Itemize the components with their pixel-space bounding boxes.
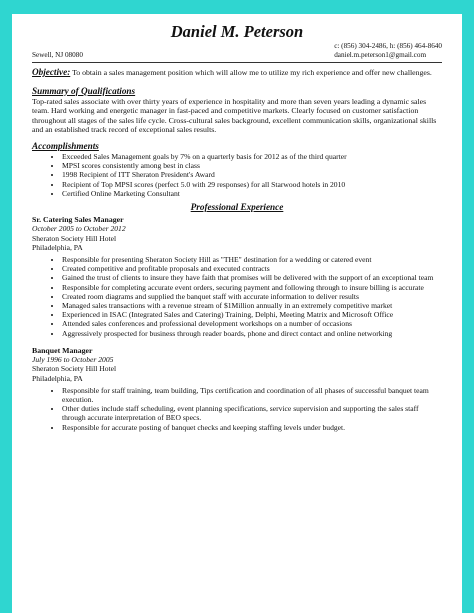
job-city: Philadelphia, PA (32, 373, 83, 383)
accomplishments-title: Accomplishments (32, 140, 99, 151)
job-title: Banquet Manager (32, 345, 93, 355)
list-item: • Recipient of Top MPSI scores (perfect 5.0 with 29 responses) for all Starwood hotels in 2010 (62, 180, 442, 189)
list-item: • Responsible for staff training, team building, Tips certification and coordination of all phases of successful banquet team execution. (62, 386, 442, 404)
list-item: • Certified Online Marketing Consultant (62, 189, 442, 198)
job-duties (32, 255, 442, 338)
list-item: • Created competitive and profitable proposals and executed contracts (62, 264, 442, 273)
list-item: • Exceeded Sales Management goals by 7% on a quarterly basis for 2012 as of the third quarter (62, 152, 442, 161)
contact-row (32, 42, 442, 60)
job-title: Sr. Catering Sales Manager (32, 214, 124, 224)
list-item: • Aggressively prospected for business through reader boards, phone and direct contact and online networking (62, 329, 442, 338)
list-item: • Responsible for completing accurate event orders, securing payment and following through to insure billing is accurate (62, 283, 442, 292)
job-dates: July 1996 to October 2005 (32, 355, 114, 365)
location: Sewell, NJ 08080 (32, 51, 83, 59)
phone-numbers: c: (856) 304-2486, h: (856) 464-8640 (334, 42, 442, 50)
contact-details (334, 42, 442, 60)
objective-label: Objective: (32, 67, 71, 77)
job-entry (32, 215, 442, 338)
objective-section (32, 68, 442, 78)
summary-text: Top-rated sales associate with over thirty years of experience in hospitality and more than seven years leading a dynamic sales team. Hard working and energetic manager in fast-paced and competitive markets. Clearly focused on customer satisfaction throughout all stages of the sales life cycle. Cross-cultural sales background, excellent communication skills, organizational skills and an established track record of exceptional sales results. (32, 96, 437, 135)
list-item: • Attended sales conferences and professional development workshops on a number of occasions (62, 319, 442, 328)
objective-text: To obtain a sales management position which will allow me to utilize my rich experience and offer new challenges. (70, 68, 432, 77)
job-city: Philadelphia, PA (32, 242, 83, 252)
summary-title: Summary of Qualifications (32, 85, 136, 96)
list-item: • Other duties include staff scheduling, event planning specifications, service supervision and supporting the sales staff through accurate interpretation of BEO specs. (62, 404, 442, 422)
resume-page (12, 14, 462, 613)
header-divider (32, 62, 442, 63)
list-item: • Responsible for accurate posting of banquet checks and keeping staffing levels under budget. (62, 423, 442, 432)
job-company: Sheraton Society Hill Hotel (32, 364, 117, 374)
email-address: daniel.m.peterson1@gmail.com (334, 51, 427, 59)
job-duties (32, 386, 442, 432)
accomplishments-list (32, 152, 442, 198)
list-item: • MPSI scores consistently among best in class (62, 161, 442, 170)
job-entry (32, 346, 442, 432)
job-dates: October 2005 to October 2012 (32, 224, 126, 234)
candidate-name: Daniel M. Peterson (170, 22, 304, 41)
list-item: • Created room diagrams and supplied the banquet staff with accurate information to deliver results (62, 292, 442, 301)
list-item: • Experienced in ISAC (Integrated Sales and Catering) Training, Delphi, Meeting Matrix and Microsoft Office (62, 310, 442, 319)
job-company: Sheraton Society Hill Hotel (32, 233, 117, 243)
list-item: • Responsible for presenting Sheraton Society Hill as "THE" destination for a wedding or catered event (62, 255, 442, 264)
list-item: • Managed sales transactions with a revenue stream of $1Million annually in an extremely competitive market (62, 301, 442, 310)
experience-title: Professional Experience (190, 201, 284, 212)
list-item: • 1998 Recipient of ITT Sheraton President's Award (62, 170, 442, 179)
list-item: • Gained the trust of clients to insure they have faith that promises will be delivered with the support of an exceptional team (62, 273, 442, 282)
